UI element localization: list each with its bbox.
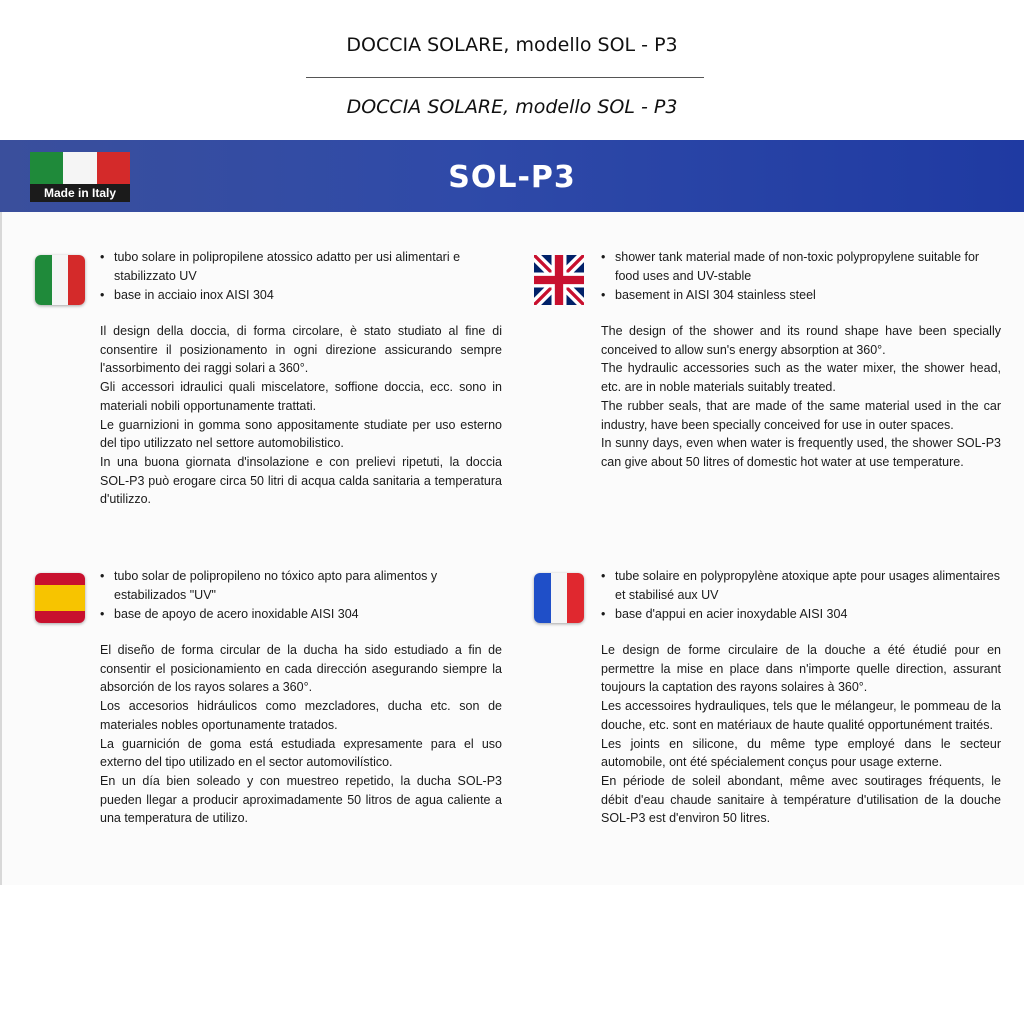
paragraph: The hydraulic accessories such as the water mixer, the shower head, etc. are in noble materials suitably treated. bbox=[601, 361, 1001, 395]
bullet-item: • tubo solare in polipropilene atossico adatto per usi alimentari e stabilizzato UV bbox=[100, 248, 502, 286]
document-subtitle: DOCCIA SOLARE, modello SOL - P3 bbox=[346, 96, 678, 118]
italy-flag-icon bbox=[35, 255, 85, 305]
product-sheet bbox=[0, 140, 1024, 885]
bullet-list bbox=[100, 248, 502, 305]
paragraph: Il design della doccia, di forma circolare, è stato studiato al fine di consentire il posizionamento in ogni direzione assicurando sempre l'assorbimento dei raggi solari a 360°. bbox=[100, 324, 502, 376]
title-divider bbox=[306, 77, 704, 78]
section-spanish bbox=[100, 567, 502, 828]
paragraph: La guarnición de goma está estudiada expresamente para el uso externo del tipo utilizado en el sector automovilístico. bbox=[100, 736, 502, 770]
document-title: DOCCIA SOLARE, modello SOL - P3 bbox=[346, 34, 678, 56]
bullet-item: • base d'appui en acier inoxydable AISI 304 bbox=[601, 605, 1001, 624]
bullet-list bbox=[100, 567, 502, 624]
paragraph: Los accesorios hidráulicos como mezcladores, ducha etc. son de materiales nobles oportunamente tratados. bbox=[100, 699, 502, 732]
spain-flag-icon bbox=[35, 573, 85, 623]
paragraph: Les joints en silicone, du même type employé dans le secteur automobile, ont été spécialement conçus pour usage externe. bbox=[601, 736, 1001, 770]
product-title: SOL-P3 bbox=[448, 160, 576, 195]
paragraph: El diseño de forma circular de la ducha ha sido estudiado a fin de consentir el posicionamiento en cada dirección asegurando siempre la absorción de los rayos solares a 360°. bbox=[100, 643, 502, 695]
bullet-list bbox=[601, 248, 1001, 305]
bullet-item: • tube solaire en polypropylène atoxique apte pour usages alimentaires et stabilisé aux UV bbox=[601, 567, 1001, 605]
paragraph: Le design de forme circulaire de la douche a été étudié pour en permettre la mise en place dans n'importe quelle direction, assurant toujours la captation des rayons solaires à 360°. bbox=[601, 643, 1001, 695]
bullet-item: • shower tank material made of non-toxic polypropylene suitable for food uses and UV-stable bbox=[601, 248, 1001, 286]
paragraph: Gli accessori idraulici quali miscelatore, soffione doccia, ecc. sono in materiali nobili opportunamente trattati. bbox=[100, 380, 502, 413]
bullet-list bbox=[601, 567, 1001, 624]
bullet-item: • basement in AISI 304 stainless steel bbox=[601, 286, 1001, 305]
description bbox=[100, 641, 502, 828]
bullet-item: • tubo solar de polipropileno no tóxico apto para alimentos y estabilizados "UV" bbox=[100, 567, 502, 605]
paragraph: The rubber seals, that are made of the same material used in the car industry, have been specially conceived for use in outer spaces. bbox=[601, 398, 1001, 432]
france-flag-icon bbox=[534, 573, 584, 623]
section-italian bbox=[100, 248, 502, 509]
sheet-edge bbox=[0, 212, 2, 885]
paragraph: En un día bien soleado y con muestreo repetido, la ducha SOL-P3 pueden llegar a producir aproximadamente 50 litros de agua caliente a una temperatura de utilizo. bbox=[100, 773, 502, 826]
description bbox=[601, 322, 1001, 472]
bullet-item: • base in acciaio inox AISI 304 bbox=[100, 286, 502, 305]
paragraph: In sunny days, even when water is frequently used, the shower SOL-P3 can give about 50 litres of domestic hot water at use temperature. bbox=[601, 436, 1001, 469]
section-english bbox=[601, 248, 1001, 472]
bullet-item: • base de apoyo de acero inoxidable AISI 304 bbox=[100, 605, 502, 624]
paragraph: The design of the shower and its round shape have been specially conceived to allow sun's energy absorption at 360°. bbox=[601, 324, 1001, 357]
paragraph: Les accessoires hydrauliques, tels que le mélangeur, le pommeau de la douche, etc. sont en matériaux de haute qualité opportunément traités. bbox=[601, 699, 1001, 732]
uk-flag-icon bbox=[534, 255, 584, 305]
section-french bbox=[601, 567, 1001, 828]
description bbox=[100, 322, 502, 509]
paragraph: In una buona giornata d'insolazione e con prelievi ripetuti, la doccia SOL-P3 può erogare circa 50 litri di acqua calda sanitaria a temperatura d'utilizzo. bbox=[100, 454, 502, 507]
paragraph: Le guarnizioni in gomma sono appositamente studiate per uso esterno del tipo utilizzato nel settore automobilistico. bbox=[100, 417, 502, 451]
description bbox=[601, 641, 1001, 828]
made-in-italy-label: Made in Italy bbox=[30, 184, 130, 202]
paragraph: En période de soleil abondant, même avec soutirages fréquents, le débit d'eau chaude sanitaire à température d'utilisation de la douche SOL-P3 est d'environ 50 litres. bbox=[601, 773, 1001, 826]
header-banner bbox=[0, 140, 1024, 212]
